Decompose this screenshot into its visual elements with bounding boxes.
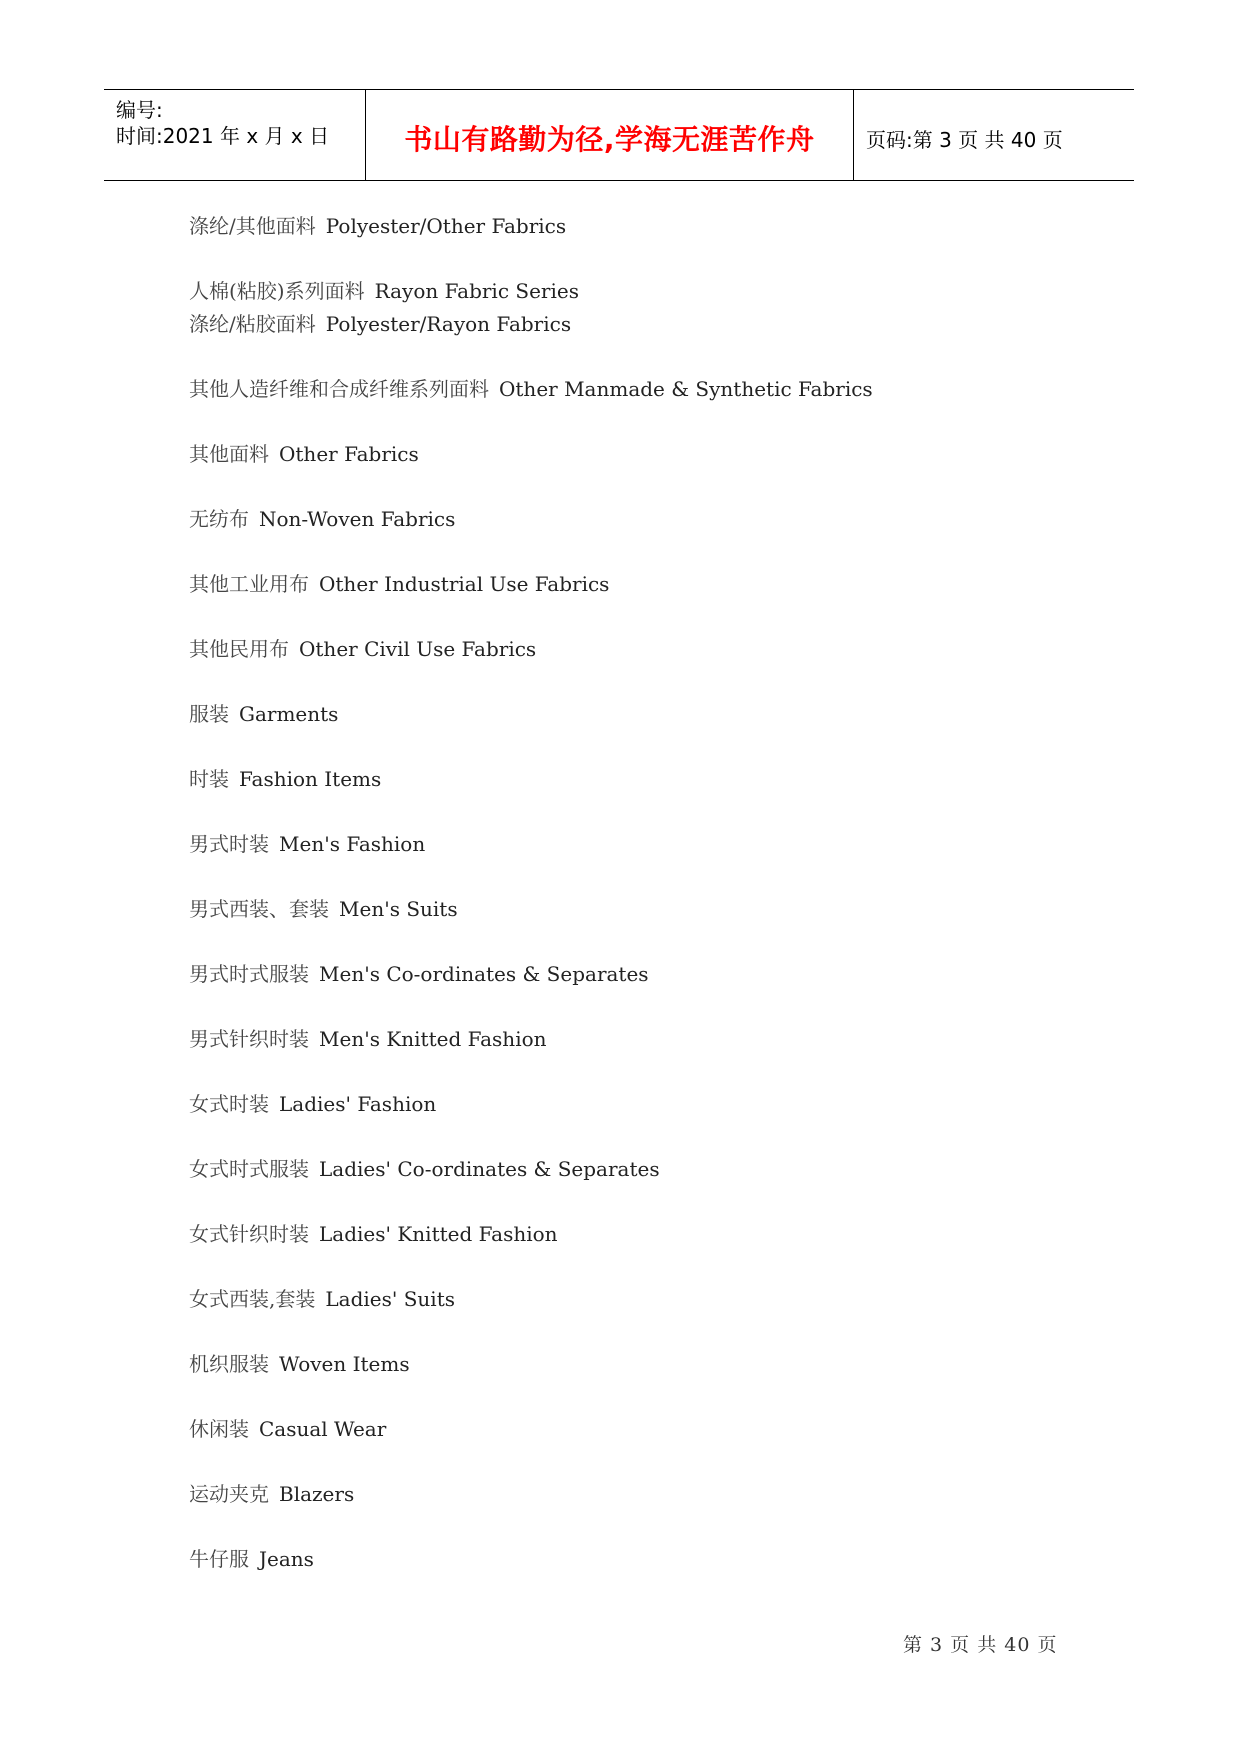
glossary-line [189, 895, 458, 923]
glossary-line [189, 1155, 660, 1183]
glossary-line [189, 1480, 354, 1508]
english-term: Jeans [259, 1547, 314, 1571]
glossary-line [189, 277, 579, 305]
chinese-term: 无纺布 [189, 507, 249, 531]
page-footer: 第 3 页 共 40 页 [903, 1634, 1058, 1656]
chinese-term: 男式西装、套装 [189, 897, 329, 921]
chinese-term: 其他人造纤维和合成纤维系列面料 [189, 377, 489, 401]
glossary-line [189, 310, 571, 338]
chinese-term: 男式针织时装 [189, 1027, 309, 1051]
header-info-cell [104, 90, 366, 180]
chinese-term: 其他工业用布 [189, 572, 309, 596]
chinese-term: 涤纶/其他面料 [189, 214, 316, 238]
english-term: Ladies' Suits [325, 1287, 455, 1311]
glossary-line [189, 700, 338, 728]
page-header [104, 89, 1134, 181]
english-term: Men's Co-ordinates & Separates [319, 962, 649, 986]
glossary-line [189, 375, 873, 403]
chinese-term: 涤纶/粘胶面料 [189, 312, 316, 336]
glossary-line [189, 212, 566, 240]
english-term: Ladies' Knitted Fashion [319, 1222, 558, 1246]
chinese-term: 女式西装,套装 [189, 1287, 316, 1311]
chinese-term: 其他民用布 [189, 637, 289, 661]
glossary-line [189, 635, 536, 663]
glossary-line [189, 1220, 558, 1248]
motto-text: 书山有路勤为径,学海无涯苦作舟 [404, 123, 815, 156]
chinese-term: 男式时式服装 [189, 962, 309, 986]
english-term: Polyester/Rayon Fabrics [325, 312, 572, 336]
english-term: Polyester/Other Fabrics [325, 214, 567, 238]
chinese-term: 休闲装 [189, 1417, 249, 1441]
number-label: 编号: [116, 98, 163, 122]
time-label: 时间:2021 年 x 月 x 日 [116, 124, 330, 148]
english-term: Men's Fashion [279, 832, 426, 856]
chinese-term: 机织服装 [189, 1352, 269, 1376]
header-page-cell [854, 90, 1134, 180]
glossary-line [189, 1090, 436, 1118]
chinese-term: 男式时装 [189, 832, 269, 856]
english-term: Fashion Items [239, 767, 382, 791]
chinese-term: 其他面料 [189, 442, 269, 466]
chinese-term: 女式针织时装 [189, 1222, 309, 1246]
chinese-term: 运动夹克 [189, 1482, 269, 1506]
header-motto-cell [366, 90, 854, 180]
chinese-term: 牛仔服 [189, 1547, 249, 1571]
english-term: Men's Knitted Fashion [319, 1027, 547, 1051]
glossary-line [189, 440, 419, 468]
glossary-line [189, 505, 455, 533]
page-code: 页码:第 3 页 共 40 页 [866, 128, 1063, 152]
glossary-line [189, 1415, 386, 1443]
english-term: Casual Wear [259, 1417, 387, 1441]
chinese-term: 女式时装 [189, 1092, 269, 1116]
english-term: Non-Woven Fabrics [259, 507, 456, 531]
english-term: Other Industrial Use Fabrics [319, 572, 610, 596]
english-term: Other Manmade & Synthetic Fabrics [499, 377, 873, 401]
english-term: Rayon Fabric Series [374, 279, 579, 303]
glossary-line [189, 1350, 410, 1378]
glossary-line [189, 1285, 455, 1313]
chinese-term: 服装 [189, 702, 229, 726]
glossary-line [189, 1545, 314, 1573]
english-term: Other Civil Use Fabrics [299, 637, 537, 661]
english-term: Other Fabrics [279, 442, 419, 466]
english-term: Woven Items [279, 1352, 410, 1376]
english-term: Garments [239, 702, 339, 726]
chinese-term: 女式时式服装 [189, 1157, 309, 1181]
glossary-line [189, 570, 609, 598]
glossary-line [189, 830, 425, 858]
english-term: Men's Suits [339, 897, 458, 921]
english-term: Ladies' Co-ordinates & Separates [319, 1157, 660, 1181]
chinese-term: 人棉(粘胶)系列面料 [189, 279, 365, 303]
chinese-term: 时装 [189, 767, 229, 791]
english-term: Ladies' Fashion [279, 1092, 437, 1116]
english-term: Blazers [279, 1482, 355, 1506]
glossary-line [189, 1025, 547, 1053]
glossary-line [189, 960, 649, 988]
glossary-line [189, 765, 381, 793]
